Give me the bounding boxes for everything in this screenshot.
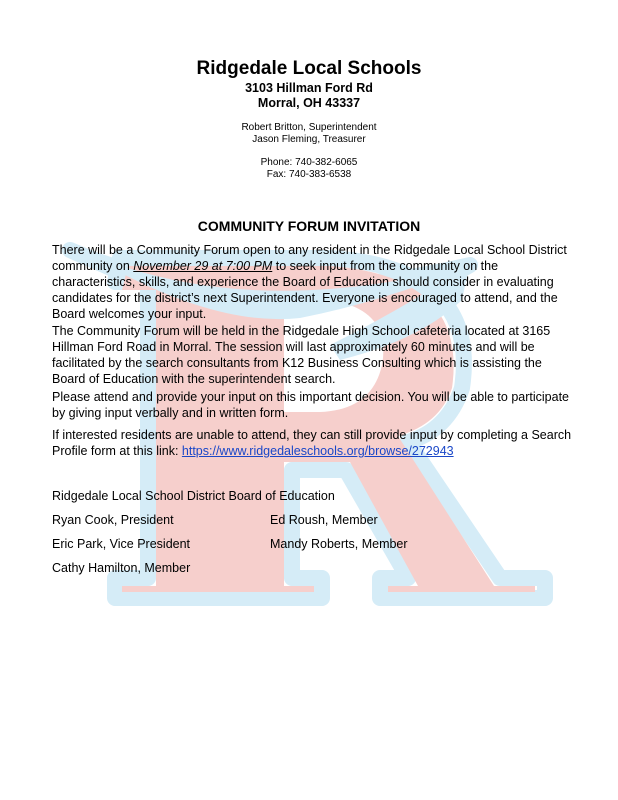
paragraph-intro-end: to seek input from the community on the characteristics, skills, and experience the Board of Education should consider in evaluating candidates for the district’s next Superintendent. Everyone is encouraged to attend, and the Board welcomes your input. <box>52 259 558 321</box>
paragraph-search-profile-text: If interested residents are unable to attend, they can still provide input by completing a Search Profile form at this link: <box>52 428 572 458</box>
paragraph-intro-start: There will be a Community Forum open to any resident in the Ridgedale Local School District community on <box>52 243 567 273</box>
forum-date: November 29 at 7:00 PM <box>133 259 273 273</box>
board-member-roush: Ed Roush, Member <box>270 513 378 527</box>
board-name: Ridgedale Local School District Board of Education <box>52 489 335 503</box>
paragraph-intro <box>52 242 572 322</box>
board-member-president: Ryan Cook, President <box>52 513 174 527</box>
paragraph-search-profile <box>52 427 572 459</box>
board-member-vice-president: Eric Park, Vice President <box>52 537 191 551</box>
board-member-roberts: Mandy Roberts, Member <box>270 537 408 551</box>
search-profile-link[interactable]: https://www.ridgedaleschools.org/browse/272943 <box>181 444 454 458</box>
board-member-hamilton: Cathy Hamilton, Member <box>52 561 191 575</box>
address-line-2: Morral, OH 43337 <box>257 96 361 110</box>
paragraph-location: The Community Forum will be held in the Ridgedale High School cafeteria located at 3165 Hillman Ford Road in Morral. The session will last approximately 60 minutes and will be facilitated by the search consultants from K12 Business Consulting which is assisting the Board of Education with the superintendent search. <box>52 324 551 386</box>
address-line-1: 3103 Hillman Ford Rd <box>245 81 373 95</box>
fax-line: Fax: 740-383-6538 <box>266 169 352 180</box>
document-title: COMMUNITY FORUM INVITATION <box>197 218 421 234</box>
school-name: Ridgedale Local Schools <box>196 58 422 79</box>
superintendent-line: Robert Britton, Superintendent <box>241 122 377 133</box>
phone-line: Phone: 740-382-6065 <box>260 157 358 168</box>
treasurer-line: Jason Fleming, Treasurer <box>252 134 366 145</box>
paragraph-attend: Please attend and provide your input on this important decision. You will be able to participate by giving input verbally and in written form. <box>52 390 569 420</box>
